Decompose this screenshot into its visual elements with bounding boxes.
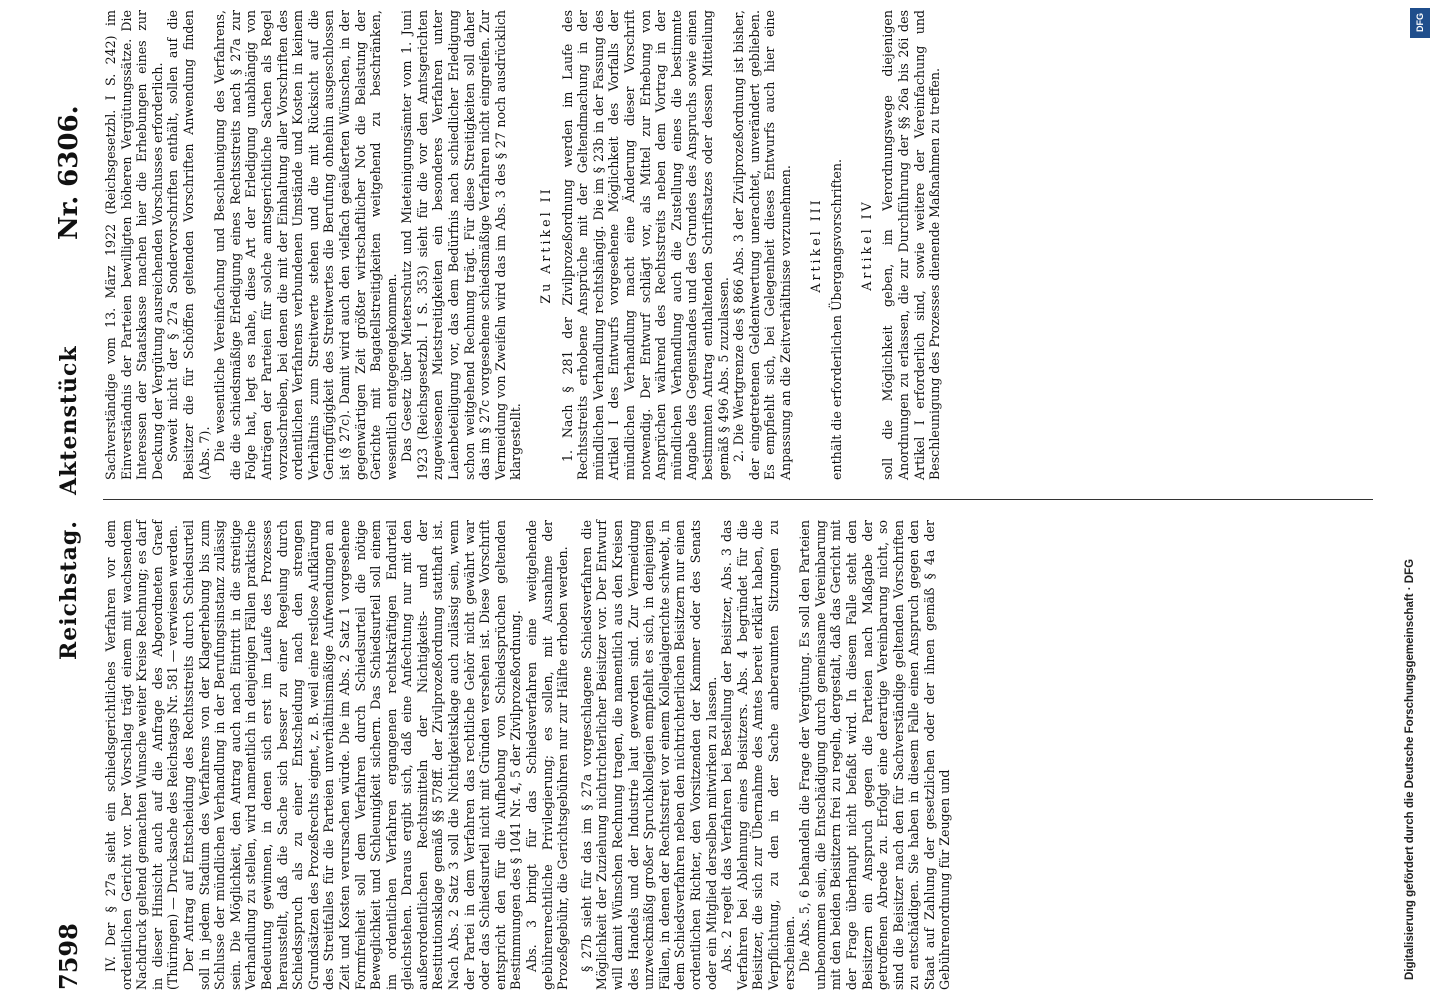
paragraph: 2. Die Wertgrenze des § 866 Abs. 3 der Zivilprozeßordnung ist bisher, der eingetretenen Geldentwertung unerachtet, unverändert geblieben. Es empfiehlt sich, bei Gelegenheit dieses Entwurfs auch hier eine Anpassung an die Zeitverhältnisse vorzunehmen. bbox=[731, 10, 793, 480]
right-column bbox=[103, 10, 1393, 480]
paragraph: Die wesentliche Vereinfachung und Beschleunigung des Verfahrens, die die schiedsmäßige Erledigung eines Rechtsstreits nach § 27a zur Folge hat, legt es nahe, diese Art der Erledigung unabhängig von Anträgen der Parteien für solche amtsgerichtliche Sachen als Regel vorzuschreiben, bei denen die mit der Einhaltung aller Vorschriften des ordentlichen Verfahrens verbundenen Umstände und Kosten in keinem Verhältnis zum Streitwerte stehen und die mit Rücksicht auf die Geringfügigkeit des Streitwertes die Berufung ohnehin ausgeschlossen ist (§ 27c). Damit wird auch den vielfach geäußerten Wünschen, in der gegenwärtigen Zeit größter wirtschaftlicher Not die Belastung der Gerichte mit Bagatellstreitigkeiten weitgehend zu beschränken, wesentlich entgegengekommen. bbox=[212, 10, 399, 480]
paragraph: 1. Nach § 281 der Zivilprozeßordnung werden im Laufe des Rechtsstreits erhobene Ansprüche mit der Geltendmachung in der mündlichen Verhandlung rechtshängig. Die im § 23b in der Fassung des Artikel I des Entwurfs vorgesehene Möglichkeit des Vorfalls der mündlichen Verhandlung macht eine Änderung dieser Vorschrift notwendig. Der Entwurf schlägt vor, als Mittel zur Erhebung von Ansprüchen während des Rechtsstreits neben dem Vortrag in der mündlichen Verhandlung auch die Zustellung eines die bestimmte Angabe des Gegenstandes und des Grundes des Anspruchs sowie einen bestimmten Antrag enthaltenden Schriftsatzes oder dessen Mitteilung gemäß § 496 Abs. 5 zuzulassen. bbox=[559, 10, 731, 480]
digitization-credit: Digitalisierung gefördert durch die Deutsche Forschungsgemeinschaft · DFG bbox=[1404, 558, 1416, 980]
column-divider bbox=[103, 499, 1373, 500]
header-title: Reichstag. bbox=[56, 520, 82, 660]
paragraph: Soweit nicht der § 27a Sondervorschriften enthält, sollen auf die Beisitzer die für Schöffen geltenden Vorschriften Anwendung finden (Abs. 7). bbox=[165, 10, 212, 480]
paragraph: Der Antrag auf Entscheidung des Rechtsstreits durch Schiedsurteil soll in jedem Stadium des Verfahrens von der Klagerhebung bis zum Schlusse der mündlichen Verhandlung in der Berufungsinstanz zulässig sein. Die Möglichkeit, den Antrag auch nach Eintritt in die streitige Verhandlung zu stellen, wird namentlich in denjenigen Fällen praktische Bedeutung gewinnen, in denen sich erst im Laufe des Prozesses herausstellt, daß die Sache sich besser zu einer Regelung durch Schiedsspruch als zu einer Entscheidung nach den strengen Grundsätzen des Prozeßrechts eignet, z. B. weil eine restlose Aufklärung des Streitfalles für die Parteien unverhältnismäßige Aufwendungen an Zeit und Kosten verursachen würde. Die im Abs. 2 Satz 1 vorgesehene Formfreiheit soll dem Verfahren durch Schiedsurteil die nötige Beweglichkeit und Schleunigkeit sichern. Das Schiedsurteil soll einem im ordentlichen Verfahren ergangenen rechtskräftigen Endurteil gleichstehen. Daraus ergibt sich, daß eine Anfechtung nur mit den außerordentlichen Rechtsmitteln der Nichtigkeits- und der Restitutionsklage gemäß §§ 578ff. der Zivilprozeßordnung statthaft ist. Nach Abs. 2 Satz 3 soll die Nichtigkeitsklage auch zulässig sein, wenn der Partei in dem Verfahren das rechtliche Gehör nicht gewährt war oder das Schiedsurteil nicht mit Gründen versehen ist. Diese Vorschrift entspricht den für die Aufhebung von Schiedssprüchen geltenden Bestimmungen des § 1041 Nr. 4, 5 der Zivilprozeßordnung. bbox=[180, 520, 524, 990]
left-column bbox=[103, 520, 1393, 990]
paragraph: Abs. 2 regelt das Verfahren bei Bestellung der Beisitzer, Abs. 3 das Verfahren bei Ablehnung eines Beisitzers. Abs. 4 begründet für die Beisitzer, die sich zur Übernahme des Amtes bereit erklärt haben, die Verpflichtung, zu den in der Sache anberaumten Sitzungen zu erscheinen. bbox=[719, 520, 797, 990]
rotated-document-page bbox=[48, 0, 1403, 1000]
dfg-logo: DFG bbox=[1410, 8, 1430, 38]
paragraph: IV. Der § 27a sieht ein schiedsgerichtliches Verfahren vor dem ordentlichen Gericht vor. Der Vorschlag trägt einem mit wachsendem Nachdruck geltend gemachten Wunsche weiter Kreise Rechnung; es darf in dieser Hinsicht auch auf die Anfrage des Abgeordneten Graef (Thüringen) — Drucksache des Reichstags Nr. 581 — verwiesen werden. bbox=[103, 520, 181, 990]
header-doc-label: Aktenstück bbox=[56, 345, 82, 495]
header-doc-number: Nr. 6306. bbox=[54, 105, 84, 240]
paragraph: enthält die erforderlichen Übergangsvorschriften. bbox=[829, 159, 845, 480]
paragraph: Die Abs. 5, 6 behandeln die Frage der Vergütung. Es soll den Parteien unbenommen sein, die Entschädigung durch gemeinsame Vereinbarung mit den beiden Beisitzern frei zu regeln, dergestalt, daß das Gericht mit der Frage überhaupt nicht befaßt wird. In diesem Falle steht den Beisitzern ein Anspruch gegen die Parteien nach Maßgabe der getroffenen Abrede zu. Erfolgt eine derartige Vereinbarung nicht, so sind die Beisitzer nach den für Sachverständige geltenden Vorschriften zu entschädigen. Sie haben in diesem Falle einen Anspruch gegen den Staat auf Zahlung der gesetzlichen oder der ihnen gemäß § 4a der Gebührenordnung für Zeugen und bbox=[797, 520, 953, 990]
paragraph: soll die Möglichkeit geben, im Verordnungswege diejenigen Anordnungen zu erlassen, die zur Durchführung der §§ 26a bis 26i des Artikel I erforderlich sind, sowie weitere der Vereinfachung und Beschleunigung des Prozesses dienende Maßnahmen zu treffen. bbox=[880, 10, 943, 480]
paragraph: § 27b sieht für das im § 27a vorgeschlagene Schiedsverfahren die Möglichkeit der Zuziehung nichtrichterlicher Beisitzer vor. Der Entwurf will damit Wünschen Rechnung tragen, die namentlich aus den Kreisen des Handels und der Industrie laut geworden sind. Zur Vermeidung unzweckmäßig großer Spruchkollegien empfiehlt es sich, in denjenigen Fällen, in denen der Rechtsstreit vor einem Kollegialgerichte schwebt, in dem Schiedsverfahren neben den nichtrichterlichen Beisitzern nur einen ordentlichen Richter, den Vorsitzenden der Kammer oder des Senats oder ein Mitglied derselben mitwirken zu lassen. bbox=[578, 520, 719, 990]
paragraph: Das Gesetz über Mieterschutz und Mieteinigungsämter vom 1. Juni 1923 (Reichsgesetzbl. I S. 353) sieht für die vor den Amtsgerichten zugewiesenen Mietstreitigkeiten ein besonderes Verfahren unter Laienbeteiligung vor, das dem Bedürfnis nach schiedlicher Erledigung schon weitgehend Rechnung trägt. Für diese Streitigkeiten soll daher das im § 27c vorgesehene schiedsmäßige Verfahren nicht eingreifen. Zur Vermeidung von Zweifeln wird das im Abs. 3 des § 27 noch ausdrücklich klargestellt. bbox=[399, 10, 524, 480]
paragraph: Sachverständige vom 13. März 1922 (Reichsgesetzbl. I S. 242) im Einverständnis der Parteien bewilligten höheren Vergütungssätze. Die Interessen der Staatskasse machen hier die Erhebungen eines zur Deckung der Vergütung ausreichenden Vorschusses erforderlich. bbox=[103, 10, 165, 480]
page-number: 7598 bbox=[54, 923, 83, 990]
page-header bbox=[48, 0, 92, 1000]
spacer bbox=[571, 520, 579, 990]
digitization-sidebar bbox=[1400, 0, 1434, 1000]
section-heading: Artikel IV bbox=[858, 199, 874, 291]
section-heading: Artikel III bbox=[807, 197, 823, 293]
section-heading: Zu Artikel II bbox=[538, 186, 554, 304]
paragraph: Abs. 3 bringt für das Schiedsverfahren eine weitgehende gebührenrechtliche Privilegierung; es sollen, mit Ausnahme der Prozeßgebühr, die Gerichtsgebühren nur zur Hälfte erhoben werden. bbox=[524, 520, 571, 990]
